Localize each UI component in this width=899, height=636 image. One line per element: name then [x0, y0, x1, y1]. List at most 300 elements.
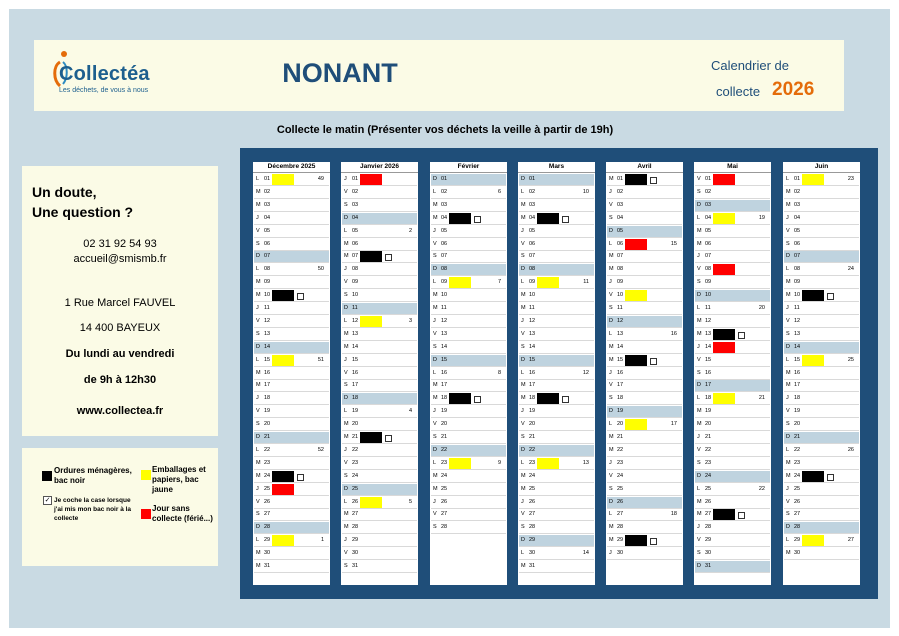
day-number: 08: [529, 266, 536, 273]
day-letter: J: [256, 214, 259, 221]
day-letter: L: [786, 356, 790, 363]
day-letter: L: [786, 266, 790, 273]
day-letter: V: [344, 369, 348, 376]
day-number: 01: [441, 176, 448, 182]
day-number: 13: [794, 330, 801, 337]
week-number: 23: [847, 176, 854, 182]
collection-checkbox[interactable]: [474, 396, 481, 403]
day-row: [784, 458, 859, 470]
day-row: [519, 484, 594, 496]
day-letter: V: [609, 292, 613, 299]
week-number: 18: [670, 511, 677, 518]
day-letter: S: [697, 459, 701, 466]
day-row: [342, 187, 417, 199]
day-letter: J: [609, 459, 612, 466]
day-letter: S: [256, 330, 260, 337]
day-row: [431, 264, 506, 276]
day-number: 23: [794, 459, 801, 466]
day-row: [695, 290, 770, 302]
day-number: 16: [441, 369, 448, 376]
day-letter: D: [786, 524, 790, 531]
day-row: [431, 522, 506, 534]
month-column: [518, 162, 595, 585]
day-number: 12: [352, 317, 359, 324]
day-letter: D: [521, 266, 525, 273]
day-number: 10: [705, 292, 712, 299]
day-row: [254, 239, 329, 251]
day-row: [342, 277, 417, 289]
day-row: [695, 251, 770, 263]
day-letter: D: [433, 446, 437, 453]
day-letter: M: [521, 201, 526, 208]
day-letter: M: [609, 537, 614, 544]
day-letter: V: [344, 279, 348, 286]
day-letter: V: [609, 472, 613, 479]
month-column: [341, 162, 418, 585]
day-row: [519, 329, 594, 341]
collection-checkbox[interactable]: [297, 293, 304, 300]
day-row: [695, 303, 770, 315]
month-column: [783, 162, 860, 585]
day-letter: D: [609, 408, 613, 415]
day-letter: J: [697, 253, 700, 260]
day-letter: S: [786, 240, 790, 247]
week-number: 17: [670, 421, 677, 428]
day-number: 27: [705, 511, 712, 518]
collection-checkbox[interactable]: [474, 216, 481, 223]
day-number: 25: [264, 485, 271, 492]
day-letter: V: [786, 227, 790, 234]
collection-marker-black: [802, 290, 824, 301]
day-row: [342, 303, 417, 315]
day-number: 29: [352, 537, 359, 544]
day-letter: S: [697, 369, 701, 376]
day-number: 10: [264, 292, 271, 299]
collection-checkbox[interactable]: [650, 358, 657, 365]
day-number: 01: [705, 176, 712, 182]
day-letter: J: [344, 266, 347, 273]
day-letter: M: [344, 421, 349, 428]
day-letter: J: [344, 537, 347, 544]
day-letter: J: [609, 550, 612, 557]
day-letter: V: [697, 266, 701, 273]
collection-checkbox[interactable]: [827, 293, 834, 300]
day-number: 19: [617, 408, 624, 415]
week-number: 24: [847, 266, 854, 273]
day-letter: D: [521, 537, 525, 544]
day-number: 21: [529, 434, 536, 440]
day-row: [254, 290, 329, 302]
collection-checkbox[interactable]: [650, 177, 657, 184]
day-row: [254, 226, 329, 238]
day-row: [431, 251, 506, 263]
day-number: 25: [441, 485, 448, 492]
collection-checkbox[interactable]: [297, 474, 304, 481]
collection-marker-black: [625, 174, 647, 185]
day-number: 26: [705, 498, 712, 505]
week-number: 25: [847, 356, 854, 363]
day-letter: D: [433, 176, 437, 182]
day-letter: J: [521, 227, 524, 234]
day-row: [784, 200, 859, 212]
day-number: 29: [264, 537, 271, 544]
day-row: [607, 251, 682, 263]
day-row: [254, 316, 329, 328]
day-row: [254, 393, 329, 405]
day-number: 03: [352, 201, 359, 208]
week-number: 19: [758, 214, 765, 221]
day-row: [342, 355, 417, 367]
day-letter: V: [256, 227, 260, 234]
day-row: [784, 380, 859, 392]
day-letter: D: [521, 176, 525, 182]
collection-marker-yellow: [713, 393, 735, 404]
week-number: 3: [408, 317, 412, 324]
day-row: [519, 535, 594, 547]
day-number: 03: [617, 201, 624, 208]
day-letter: D: [697, 472, 701, 479]
day-letter: D: [786, 343, 790, 350]
day-number: 04: [705, 214, 712, 221]
day-letter: D: [697, 201, 701, 208]
day-number: 20: [264, 421, 271, 428]
collection-subtitle: Collecte le matin (Présenter vos déchets la veille à partir de 19h): [276, 124, 614, 136]
day-row: [254, 419, 329, 431]
day-letter: M: [256, 188, 261, 195]
collection-marker-red: [625, 239, 647, 250]
legend-black-label: Ordures ménagères, bac noir: [54, 466, 132, 485]
day-number: 27: [441, 511, 448, 518]
day-letter: J: [256, 485, 259, 492]
collection-marker-yellow: [449, 458, 471, 469]
day-row: [519, 187, 594, 199]
collection-marker-black: [713, 329, 735, 340]
day-row: [342, 484, 417, 496]
day-letter: V: [786, 408, 790, 415]
day-row: [695, 471, 770, 483]
day-letter: D: [433, 356, 437, 363]
day-row: [519, 200, 594, 212]
collection-checkbox[interactable]: [562, 216, 569, 223]
day-number: 16: [352, 369, 359, 376]
day-row: [695, 445, 770, 457]
day-letter: M: [433, 214, 438, 221]
day-number: 13: [264, 330, 271, 337]
day-row: [607, 174, 682, 186]
day-letter: M: [786, 459, 791, 466]
day-letter: V: [609, 382, 613, 389]
day-letter: V: [521, 421, 525, 428]
day-letter: D: [344, 485, 348, 492]
day-row: [342, 535, 417, 547]
day-letter: S: [344, 382, 348, 389]
day-number: 01: [617, 176, 624, 182]
day-letter: L: [609, 330, 613, 337]
day-number: 07: [705, 253, 712, 260]
day-number: 26: [441, 498, 448, 505]
day-row: [784, 509, 859, 521]
day-letter: L: [786, 537, 790, 544]
day-row: [695, 393, 770, 405]
day-number: 13: [617, 330, 624, 337]
collection-checkbox[interactable]: [827, 474, 834, 481]
day-letter: V: [433, 240, 437, 247]
day-letter: M: [433, 382, 438, 389]
week-number: 9: [497, 459, 501, 466]
day-number: 09: [264, 279, 271, 286]
day-row: [784, 484, 859, 496]
day-row: [784, 419, 859, 431]
day-letter: M: [256, 472, 261, 479]
day-number: 10: [529, 292, 536, 299]
collection-marker-red: [360, 174, 382, 185]
day-letter: V: [786, 317, 790, 324]
day-letter: S: [521, 343, 525, 350]
day-number: 21: [352, 434, 359, 440]
day-row: [431, 303, 506, 315]
day-row: [607, 406, 682, 418]
day-row: [254, 458, 329, 470]
day-row: [607, 509, 682, 521]
day-letter: L: [697, 305, 701, 311]
day-row: [695, 561, 770, 573]
day-number: 20: [617, 421, 624, 428]
collection-marker-red: [713, 174, 735, 185]
day-row: [254, 406, 329, 418]
day-row: [519, 522, 594, 534]
day-number: 04: [264, 214, 271, 221]
day-row: [607, 200, 682, 212]
day-letter: M: [786, 188, 791, 195]
day-number: 12: [705, 317, 712, 324]
day-number: 31: [529, 563, 536, 569]
day-letter: J: [697, 434, 700, 440]
collection-checkbox[interactable]: [738, 332, 745, 339]
day-row: [607, 187, 682, 199]
day-letter: M: [344, 434, 349, 440]
day-row: [254, 561, 329, 573]
month-column: [430, 162, 507, 585]
day-row: [784, 355, 859, 367]
day-letter: L: [344, 227, 348, 234]
legend-check-icon: ✓: [44, 497, 51, 504]
day-row: [342, 522, 417, 534]
day-row: [254, 432, 329, 444]
day-row: [342, 509, 417, 521]
day-row: [431, 406, 506, 418]
day-letter: J: [697, 343, 700, 350]
day-number: 09: [794, 279, 801, 286]
day-letter: M: [521, 292, 526, 299]
day-letter: L: [786, 176, 790, 182]
day-letter: L: [344, 498, 348, 505]
day-number: 04: [529, 214, 536, 221]
month-header: Mars: [518, 162, 595, 173]
day-number: 07: [264, 253, 271, 260]
day-letter: S: [433, 524, 437, 531]
day-letter: L: [697, 214, 701, 221]
day-letter: M: [609, 253, 614, 260]
day-number: 27: [529, 511, 536, 518]
contact-question-1: Un doute,: [32, 184, 97, 200]
day-row: [607, 445, 682, 457]
day-letter: L: [521, 459, 525, 466]
day-number: 26: [529, 498, 536, 505]
day-row: [431, 213, 506, 225]
day-number: 21: [705, 434, 712, 440]
day-letter: L: [521, 550, 525, 557]
legend-yellow-label: Emballages et papiers, bac jaune: [152, 465, 206, 494]
day-letter: M: [433, 305, 438, 311]
contact-email[interactable]: accueil@smismb.fr: [73, 253, 167, 265]
day-row: [784, 239, 859, 251]
week-number: 11: [583, 279, 589, 286]
week-number: 8: [497, 369, 501, 376]
day-letter: V: [609, 201, 613, 208]
day-letter: M: [256, 201, 261, 208]
day-row: [342, 406, 417, 418]
day-letter: L: [256, 446, 260, 453]
day-row: [607, 277, 682, 289]
collection-checkbox[interactable]: [738, 512, 745, 519]
day-letter: M: [433, 201, 438, 208]
day-letter: M: [256, 459, 261, 466]
calendar-label-2: collecte: [716, 84, 761, 99]
day-row: [519, 561, 594, 573]
day-number: 16: [264, 369, 271, 376]
day-letter: S: [697, 188, 701, 195]
day-letter: J: [344, 176, 347, 182]
day-letter: M: [521, 472, 526, 479]
day-row: [695, 187, 770, 199]
day-number: 16: [705, 369, 712, 376]
day-number: 07: [529, 253, 536, 260]
day-row: [784, 406, 859, 418]
day-letter: D: [256, 343, 260, 350]
day-number: 11: [705, 305, 711, 311]
day-row: [519, 406, 594, 418]
day-letter: M: [697, 408, 702, 415]
day-letter: M: [344, 524, 349, 531]
collection-checkbox[interactable]: [562, 396, 569, 403]
day-row: [519, 174, 594, 186]
day-letter: M: [521, 395, 526, 402]
day-letter: M: [344, 253, 349, 260]
day-letter: M: [609, 266, 614, 273]
day-number: 05: [441, 227, 448, 234]
day-letter: S: [697, 279, 701, 286]
day-number: 21: [441, 434, 448, 440]
day-letter: M: [786, 369, 791, 376]
week-number: 2: [408, 227, 412, 234]
day-number: 22: [352, 446, 359, 453]
day-number: 27: [794, 511, 801, 518]
day-number: 10: [794, 292, 801, 299]
day-row: [607, 342, 682, 354]
day-number: 09: [352, 279, 359, 286]
day-number: 20: [529, 421, 536, 428]
collection-marker-red: [272, 484, 294, 495]
day-number: 05: [617, 227, 624, 234]
day-number: 17: [617, 382, 624, 389]
day-row: [695, 226, 770, 238]
day-row: [519, 368, 594, 380]
collection-marker-black: [625, 535, 647, 546]
week-number: 26: [847, 446, 854, 453]
day-letter: D: [256, 434, 260, 440]
day-letter: D: [697, 382, 701, 389]
month-header: Mai: [694, 162, 771, 173]
day-number: 12: [529, 317, 536, 324]
day-row: [695, 509, 770, 521]
day-letter: L: [521, 369, 525, 376]
collection-checkbox[interactable]: [650, 538, 657, 545]
week-number: 50: [317, 266, 324, 273]
day-number: 01: [264, 176, 271, 182]
day-letter: V: [521, 511, 525, 518]
week-number: 49: [317, 176, 324, 182]
contact-phone[interactable]: 02 31 92 54 93: [83, 238, 157, 250]
day-number: 18: [441, 395, 448, 402]
day-letter: S: [521, 434, 525, 440]
day-letter: M: [521, 485, 526, 492]
collection-marker-black: [802, 471, 824, 482]
day-row: [254, 329, 329, 341]
day-row: [784, 368, 859, 380]
contact-website[interactable]: www.collectea.fr: [76, 405, 164, 417]
day-row: [519, 277, 594, 289]
day-row: [695, 548, 770, 560]
collection-checkbox[interactable]: [385, 435, 392, 442]
day-letter: J: [433, 317, 436, 324]
week-number: 4: [408, 408, 412, 415]
collection-marker-black: [449, 213, 471, 224]
week-number: 27: [847, 537, 854, 544]
day-row: [431, 471, 506, 483]
day-letter: D: [433, 266, 437, 273]
day-number: 22: [441, 446, 448, 453]
day-number: 24: [617, 472, 624, 479]
collection-checkbox[interactable]: [385, 254, 392, 261]
day-number: 21: [617, 434, 624, 440]
contact-question-2: Une question ?: [32, 204, 134, 220]
day-letter: V: [433, 421, 437, 428]
day-row: [431, 329, 506, 341]
day-number: 18: [617, 395, 624, 402]
day-number: 30: [617, 550, 624, 557]
day-letter: M: [697, 317, 702, 324]
collection-marker-black: [449, 393, 471, 404]
day-row: [519, 290, 594, 302]
day-letter: M: [521, 214, 526, 221]
day-letter: S: [609, 305, 613, 311]
day-letter: J: [256, 305, 259, 311]
day-row: [607, 458, 682, 470]
day-row: [254, 471, 329, 483]
day-number: 19: [705, 408, 712, 415]
day-number: 20: [794, 421, 801, 428]
day-number: 02: [794, 188, 801, 195]
day-number: 03: [794, 201, 801, 208]
day-number: 23: [617, 459, 624, 466]
day-number: 30: [529, 550, 536, 557]
day-row: [695, 522, 770, 534]
day-number: 24: [794, 472, 801, 479]
day-letter: J: [521, 408, 524, 415]
day-row: [519, 264, 594, 276]
day-letter: D: [256, 253, 260, 260]
day-row: [431, 316, 506, 328]
